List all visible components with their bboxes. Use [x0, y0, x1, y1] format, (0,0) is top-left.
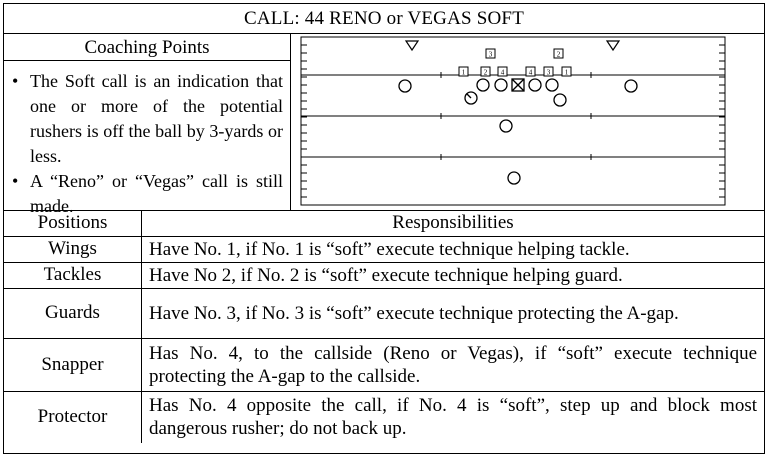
rusher-box	[486, 49, 495, 59]
position-cell: Wings	[4, 236, 142, 262]
rusher-box-label: 3	[488, 50, 493, 59]
rusher-box	[459, 67, 468, 77]
rusher-box-label: 1	[461, 68, 466, 77]
rusher-box-label: 4	[500, 68, 505, 77]
snapper-icon	[512, 79, 524, 91]
table-row	[4, 262, 764, 288]
rusher-box	[554, 49, 563, 59]
rusher-box	[526, 67, 535, 77]
defender-triangle-icon	[406, 41, 418, 50]
responsibility-cell: Have No. 3, if No. 3 is “soft” execute technique protecting the A-gap.	[142, 288, 765, 338]
coaching-points-heading: Coaching Points	[4, 34, 291, 61]
table-row	[4, 338, 764, 391]
responsibility-cell: Has No. 4, to the callside (Reno or Vegas), if “soft” execute technique protecting the A-gap to the callside.	[142, 338, 765, 391]
player-circle-icon	[399, 80, 411, 92]
coaching-point-1	[12, 69, 283, 169]
rusher-box-label: 4	[528, 68, 533, 77]
call-sheet	[3, 3, 765, 454]
rusher-box	[562, 67, 571, 77]
player-circle-icon	[477, 79, 489, 91]
player-circle-icon	[529, 79, 541, 91]
rusher-box-label: 3	[546, 68, 551, 77]
responsibility-cell: Have No. 1, if No. 1 is “soft” execute technique helping tackle.	[142, 236, 765, 262]
player-circle-icon	[500, 120, 512, 132]
table-row	[4, 288, 764, 338]
bullet-icon: •	[12, 71, 19, 91]
rusher-box-label: 2	[483, 68, 488, 77]
offense-players	[399, 79, 637, 184]
responsibility-cell: Has No. 4 opposite the call, if No. 4 is “soft”, step up and block most dangerous rusher; do not back up.	[142, 391, 765, 443]
rusher-box	[481, 67, 490, 77]
table-row	[4, 391, 764, 443]
position-cell: Guards	[4, 288, 142, 338]
coaching-points-list	[4, 61, 291, 216]
rusher-box-label: 1	[564, 68, 569, 77]
table-header-row	[4, 211, 764, 236]
rusher-box	[498, 67, 507, 77]
responsibilities-table	[4, 211, 764, 443]
position-cell: Tackles	[4, 262, 142, 288]
defenders	[406, 41, 619, 50]
player-circle-icon	[546, 79, 558, 91]
formation-field-svg	[291, 34, 764, 210]
bullet-icon: •	[12, 171, 19, 191]
player-circle-icon	[495, 79, 507, 91]
rusher-box-label: 2	[556, 50, 561, 59]
player-circle-icon	[554, 94, 566, 106]
column-header-responsibilities: Responsibilities	[142, 211, 765, 236]
player-circle-icon	[508, 172, 520, 184]
defender-triangle-icon	[607, 41, 619, 50]
table-row	[4, 236, 764, 262]
coaching-point-text: A “Reno” or “Vegas” call is still made.	[30, 171, 283, 216]
rusher-number-boxes	[459, 49, 571, 77]
coaching-point-text: The Soft call is an indication that one or more of the potential rushers is off the ball by 3-yards or less.	[30, 71, 283, 166]
rusher-box	[544, 67, 553, 77]
page-title: CALL: 44 RENO or VEGAS SOFT	[4, 4, 764, 34]
formation-diagram	[291, 34, 764, 210]
responsibility-cell: Have No 2, if No. 2 is “soft” execute technique helping guard.	[142, 262, 765, 288]
player-circle-icon	[625, 80, 637, 92]
responsibilities-section	[4, 210, 764, 453]
position-cell: Protector	[4, 391, 142, 443]
column-header-positions: Positions	[4, 211, 142, 236]
position-cell: Snapper	[4, 338, 142, 391]
